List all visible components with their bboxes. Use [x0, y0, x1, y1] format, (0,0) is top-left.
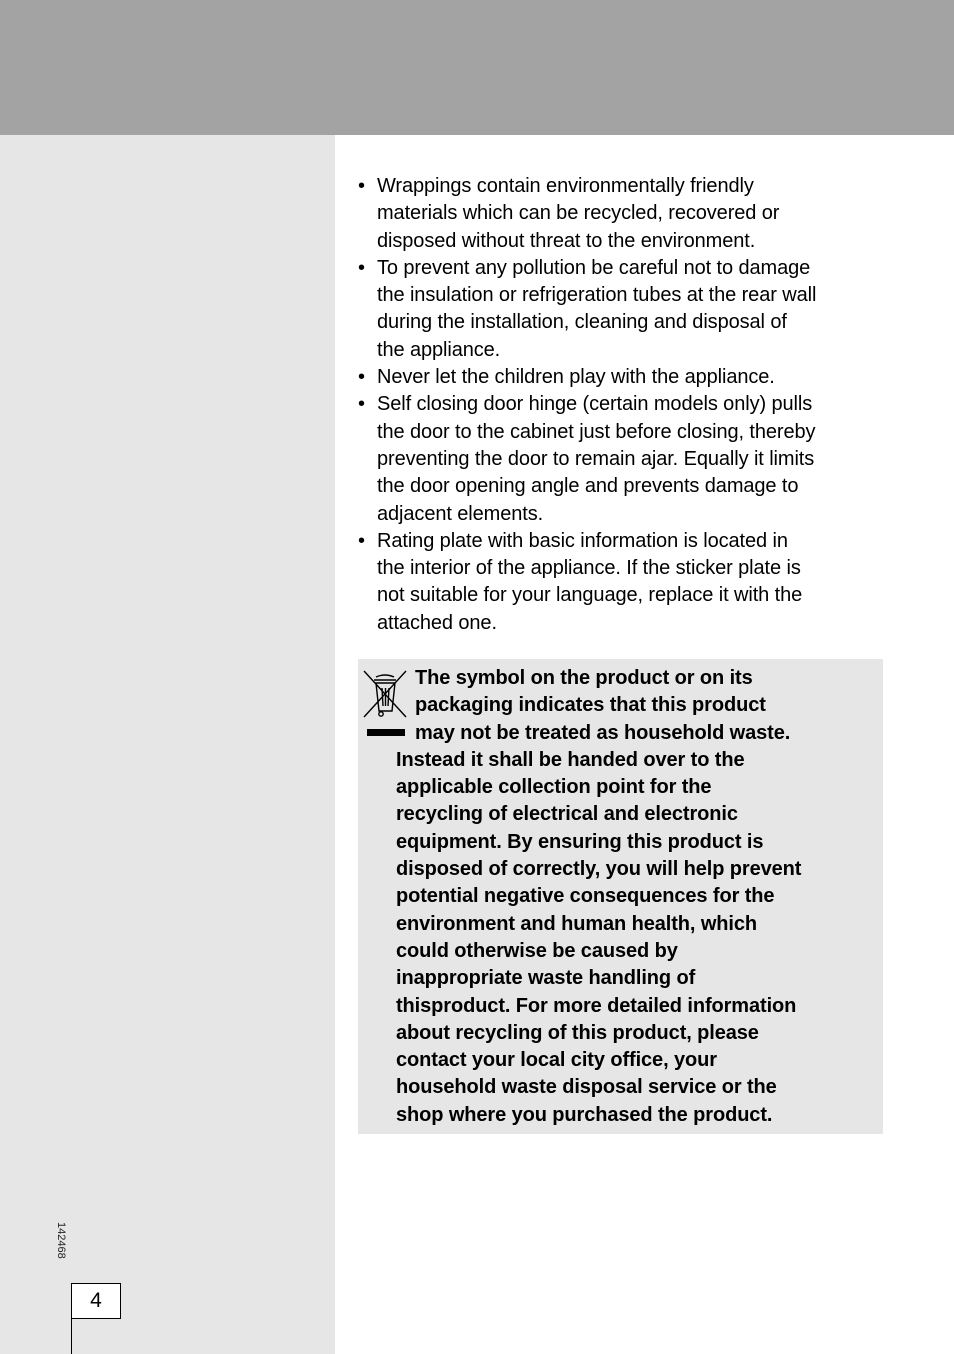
bullet-line: attached one. [377, 611, 497, 634]
notice-line: may not be treated as household waste. [415, 721, 791, 744]
bullet-line: the door to the cabinet just before closing, thereby [377, 420, 816, 443]
notice-line: could otherwise be caused by [396, 939, 678, 962]
bullet-line: during the installation, cleaning and disposal of [377, 311, 787, 334]
notice-line: applicable collection point for the [396, 776, 712, 799]
bullet-line: materials which can be recycled, recovered or [377, 202, 780, 225]
bullet-line: preventing the door to remain ajar. Equally it limits [377, 447, 815, 470]
info-bullet-list [358, 173, 888, 637]
side-panel [0, 135, 335, 1354]
bullet-line: not suitable for your language, replace it with the [377, 584, 803, 607]
bullet-item [358, 173, 888, 255]
bullet-line: Self closing door hinge (certain models only) pulls [377, 393, 813, 416]
bullet-line: disposed without threat to the environment. [377, 229, 756, 252]
notice-line: environment and human health, which [396, 912, 757, 935]
page-number: 4 [71, 1283, 121, 1319]
notice-text [396, 665, 876, 1129]
notice-line: disposed of correctly, you will help prevent [396, 858, 802, 881]
bullet-line: To prevent any pollution be careful not to damage [377, 256, 811, 279]
notice-line: packaging indicates that this product [415, 694, 766, 717]
notice-line: Instead it shall be handed over to the [396, 748, 745, 771]
bullet-line: Wrappings contain environmentally friendly [377, 175, 754, 197]
bullet-dot: • [358, 529, 365, 552]
bullet-line: the interior of the appliance. If the sticker plate is [377, 557, 801, 580]
bullet-line: the insulation or refrigeration tubes at the rear wall [377, 284, 817, 307]
bullet-line: the door opening angle and prevents damage to [377, 475, 799, 498]
weee-disposal-notice [358, 659, 883, 1134]
notice-line: shop where you purchased the product. [396, 1103, 773, 1126]
bullet-item [358, 528, 888, 637]
bullet-item [358, 391, 888, 527]
notice-line: potential negative consequences for the [396, 885, 775, 908]
bullet-item [358, 364, 888, 391]
document-code: 142468 [55, 1222, 67, 1259]
notice-line: contact your local city office, your [396, 1049, 717, 1072]
header-band [0, 0, 954, 135]
bullet-line: the appliance. [377, 338, 501, 361]
page-number-rule [71, 1318, 72, 1354]
notice-line: equipment. By ensuring this product is [396, 830, 764, 853]
bullet-dot: • [358, 393, 365, 416]
notice-line: about recycling of this product, please [396, 1021, 759, 1044]
notice-line: thisproduct. For more detailed information [396, 994, 797, 1017]
notice-line: The symbol on the product or on its [415, 667, 753, 689]
bullet-item [358, 255, 888, 364]
notice-line: inappropriate waste handling of [396, 967, 696, 990]
bullet-line: adjacent elements. [377, 502, 544, 525]
bullet-dot: • [358, 175, 365, 197]
bullet-dot: • [358, 366, 365, 389]
bullet-dot: • [358, 256, 365, 279]
notice-line: recycling of electrical and electronic [396, 803, 738, 826]
bullet-line: Never let the children play with the appliance. [377, 366, 775, 389]
notice-line: household waste disposal service or the [396, 1076, 777, 1099]
bullet-line: Rating plate with basic information is located in [377, 529, 788, 552]
